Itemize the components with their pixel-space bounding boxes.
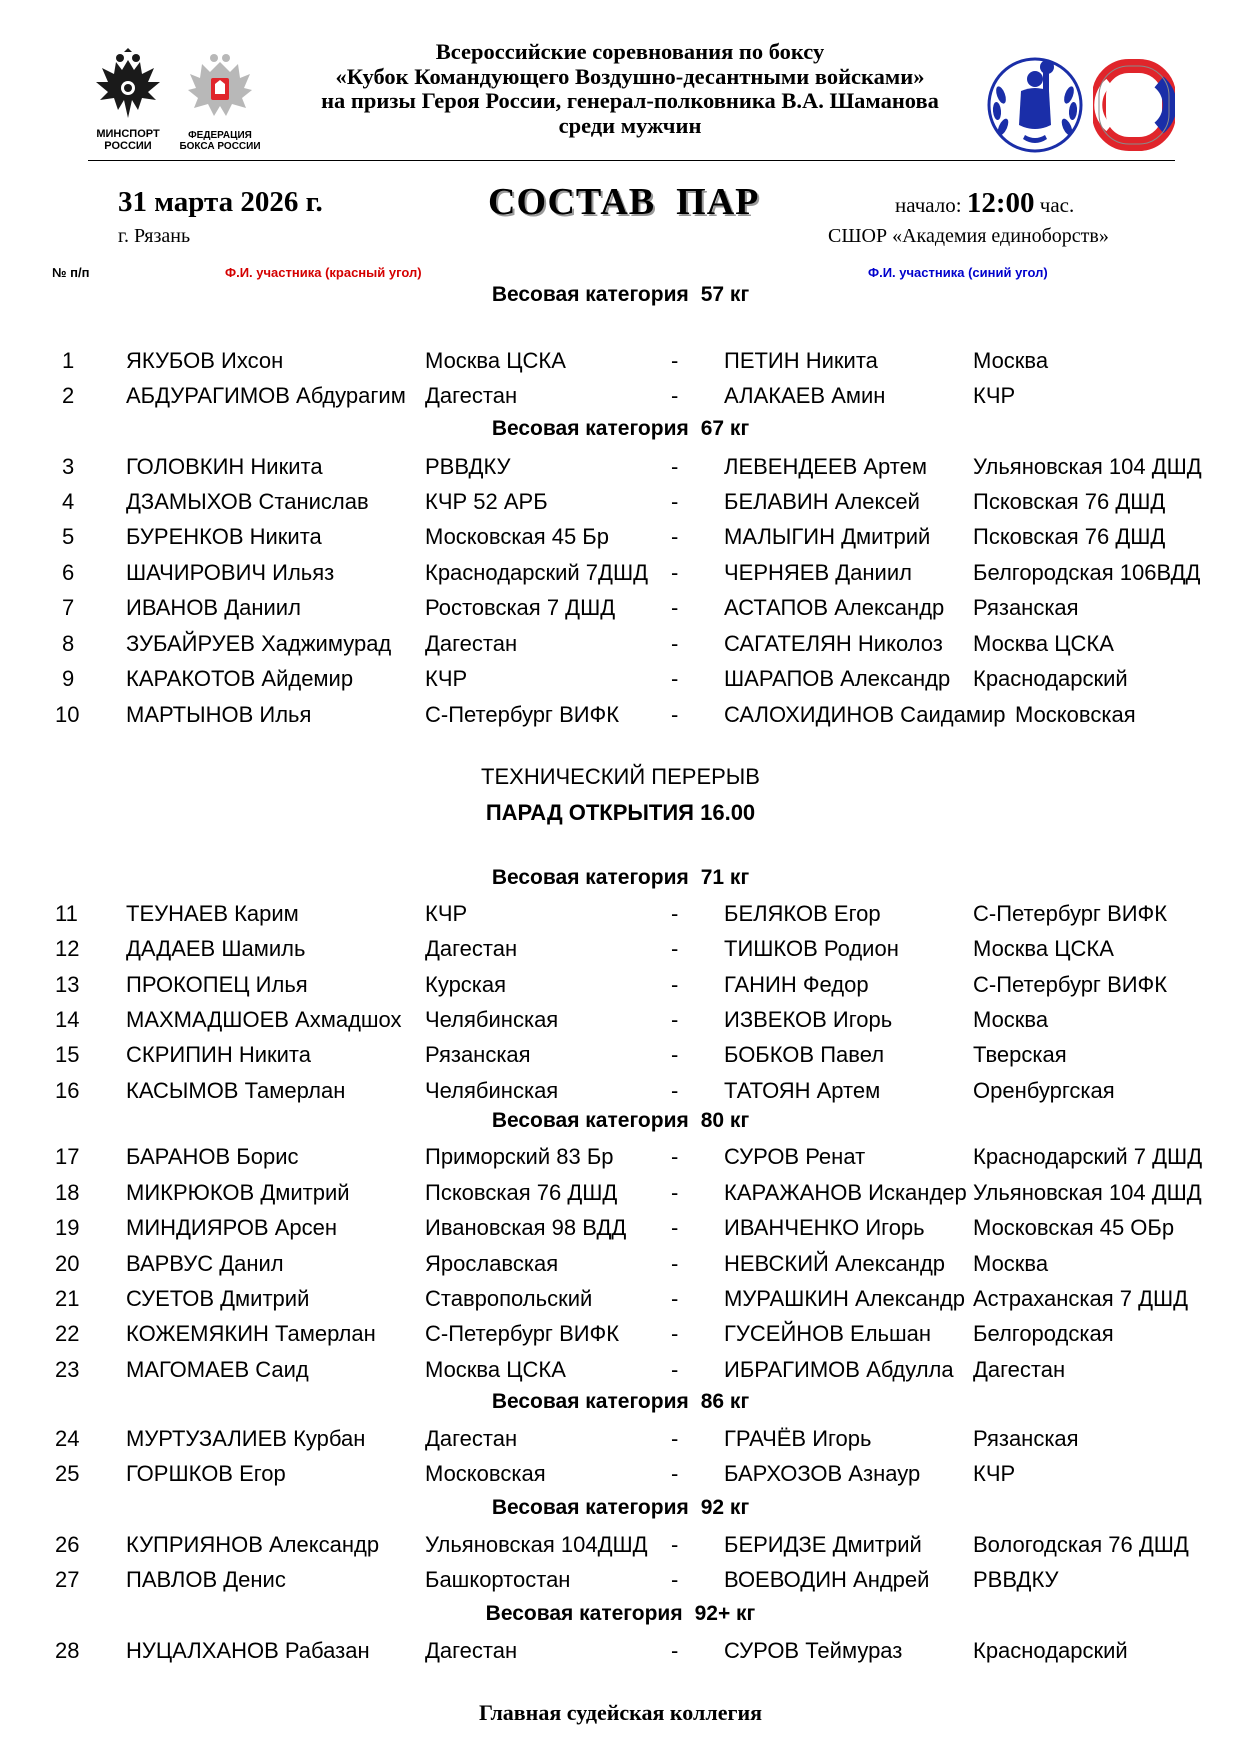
weight-category-label: Весовая категория [491, 283, 689, 306]
table-row [0, 1357, 1241, 1391]
red-corner-boxer: МАГОМАЕВ Саид [126, 1357, 309, 1382]
weight-category-value: 80 кг [700, 1109, 750, 1132]
red-corner-boxer: МАХМАДШОЕВ Ахмадшох [126, 1007, 402, 1032]
red-corner-team: С-Петербург ВИФК [425, 702, 620, 727]
weight-category-heading [0, 283, 1241, 307]
minsport-line-1: МИНСПОРТ [96, 128, 160, 140]
title-line-4: среди мужчин [558, 112, 702, 138]
red-corner-team: Башкортостан [425, 1567, 571, 1592]
versus-dash: - [671, 524, 679, 549]
versus-dash: - [671, 1357, 679, 1382]
blue-corner-boxer: ИБРАГИМОВ Абдулла [724, 1357, 954, 1382]
bout-number: 21 [55, 1286, 80, 1311]
weight-category-value: 57 кг [700, 283, 750, 306]
versus-dash: - [671, 1638, 679, 1663]
red-corner-boxer: ТЕУНАЕВ Карим [126, 901, 299, 926]
blue-corner-team: Ульяновская 104 ДШД [973, 454, 1202, 479]
red-corner-team: Московская 45 Бр [425, 524, 609, 549]
blue-corner-team: Псковская 76 ДШД [973, 489, 1166, 514]
versus-dash: - [671, 1461, 679, 1486]
versus-dash: - [671, 1321, 679, 1346]
blue-corner-team: Ульяновская 104 ДШД [973, 1180, 1202, 1205]
column-header-blue-corner: Ф.И. участника (синий угол) [868, 265, 1048, 280]
table-row [0, 972, 1241, 1006]
bout-number: 10 [55, 702, 80, 727]
blue-corner-team: Рязанская [973, 1426, 1079, 1451]
boxing-federation-logo [180, 48, 260, 158]
weight-category-value: 86 кг [700, 1390, 750, 1413]
table-row [0, 1638, 1241, 1672]
bout-number: 20 [55, 1251, 80, 1276]
bout-number: 11 [55, 901, 78, 926]
table-row [0, 1042, 1241, 1076]
blue-corner-team: КЧР [973, 1461, 1016, 1486]
versus-dash: - [671, 936, 679, 961]
blue-corner-team: КЧР [973, 383, 1016, 408]
table-row [0, 348, 1241, 382]
federation-crest-icon [180, 48, 260, 128]
table-row [0, 454, 1241, 488]
blue-corner-team: Белгородская [973, 1321, 1114, 1346]
red-corner-boxer: ЗУБАЙРУЕВ Хаджимурад [126, 631, 392, 656]
table-row [0, 702, 1241, 736]
table-row [0, 666, 1241, 700]
versus-dash: - [671, 1007, 679, 1032]
blue-corner-team: С-Петербург ВИФК [973, 901, 1168, 926]
versus-dash: - [671, 1286, 679, 1311]
red-corner-team: Рязанская [425, 1042, 531, 1067]
double-eagle-icon [88, 48, 168, 128]
red-corner-team: Москва ЦСКА [425, 1357, 566, 1382]
blue-corner-boxer: МУРАШКИН Александр [724, 1286, 966, 1311]
blue-corner-team: Рязанская [973, 595, 1079, 620]
blue-corner-team: Краснодарский [973, 666, 1128, 691]
table-row [0, 524, 1241, 558]
page-title: СОСТАВ ПАР [488, 181, 760, 223]
weight-category-label: Весовая категория [491, 1390, 689, 1413]
blue-corner-team: Москва ЦСКА [973, 936, 1114, 961]
red-corner-boxer: КУПРИЯНОВ Александр [126, 1532, 380, 1557]
blue-corner-boxer: ГРАЧЁВ Игорь [724, 1426, 872, 1451]
weight-category-value: 92+ кг [694, 1602, 756, 1625]
red-corner-team: Дагестан [425, 936, 518, 961]
table-row [0, 1461, 1241, 1495]
versus-dash: - [671, 560, 679, 585]
column-header-number: № п/п [52, 265, 90, 280]
blue-corner-team: Псковская 76 ДШД [973, 524, 1166, 549]
blue-corner-boxer: ГАНИН Федор [724, 972, 869, 997]
blue-corner-team: Москва [973, 348, 1049, 373]
blue-corner-boxer: БЕЛЯКОВ Егор [724, 901, 881, 926]
blue-corner-team: Белгородская 106ВДД [973, 560, 1201, 585]
versus-dash: - [671, 454, 679, 479]
federation-line-1: ФЕДЕРАЦИЯ [188, 130, 252, 141]
red-corner-team: Дагестан [425, 631, 518, 656]
blue-corner-boxer: БЕРИДЗЕ Дмитрий [724, 1532, 922, 1557]
bout-number: 22 [55, 1321, 80, 1346]
weight-category-heading [0, 1109, 1241, 1133]
weight-category-value: 67 кг [700, 417, 750, 440]
blue-corner-team: Вологодская 76 ДШД [973, 1532, 1189, 1557]
blue-corner-boxer: САГАТЕЛЯН Николоз [724, 631, 943, 656]
versus-dash: - [671, 1426, 679, 1451]
red-corner-team: Ивановская 98 ВДД [425, 1215, 627, 1240]
red-corner-boxer: ДАДАЕВ Шамиль [126, 936, 306, 961]
red-corner-boxer: МАРТЫНОВ Илья [126, 702, 312, 727]
blue-corner-boxer: БАРХОЗОВ Азнаур [724, 1461, 921, 1486]
start-label: начало: [895, 193, 962, 217]
red-corner-boxer: ПАВЛОВ Денис [126, 1567, 286, 1592]
bout-number: 16 [55, 1078, 80, 1103]
bout-number: 3 [62, 454, 75, 479]
table-row [0, 631, 1241, 665]
table-row [0, 1180, 1241, 1214]
header-divider [88, 160, 1175, 161]
bout-number: 5 [62, 524, 75, 549]
red-corner-team: Ярославская [425, 1251, 559, 1276]
blue-corner-boxer: ВОЕВОДИН Андрей [724, 1567, 930, 1592]
red-corner-boxer: БУРЕНКОВ Никита [126, 524, 322, 549]
blue-corner-boxer: БЕЛАВИН Алексей [724, 489, 920, 514]
blue-corner-team: Оренбургская [973, 1078, 1115, 1103]
weight-category-label: Весовая категория [485, 1602, 683, 1625]
table-row [0, 1078, 1241, 1112]
bout-number: 17 [55, 1144, 80, 1169]
footer-signature: Главная судейская коллегия [478, 1700, 763, 1725]
table-row [0, 595, 1241, 629]
weight-category-label: Весовая категория [491, 866, 689, 889]
event-date: 31 марта 2026 г. [118, 186, 323, 218]
versus-dash: - [671, 972, 679, 997]
blue-corner-boxer: БОБКОВ Павел [724, 1042, 885, 1067]
table-row [0, 1532, 1241, 1566]
tricolor-ring-icon [1093, 58, 1175, 153]
bout-number: 12 [55, 936, 80, 961]
table-row [0, 1426, 1241, 1460]
blue-corner-boxer: МАЛЫГИН Дмитрий [724, 524, 931, 549]
weight-category-heading [0, 1602, 1241, 1626]
versus-dash: - [671, 1042, 679, 1067]
bout-number: 9 [62, 666, 75, 691]
versus-dash: - [671, 901, 679, 926]
schedule-note: ТЕХНИЧЕСКИЙ ПЕРЕРЫВ [481, 764, 760, 789]
blue-corner-team: Москва [973, 1007, 1049, 1032]
blue-corner-boxer: САЛОХИДИНОВ Саидамир [724, 702, 1006, 727]
blue-corner-boxer: ГУСЕЙНОВ Ельшан [724, 1321, 932, 1346]
weight-category-label: Весовая категория [491, 1496, 689, 1519]
versus-dash: - [671, 489, 679, 514]
red-corner-boxer: ВАРВУС Данил [126, 1251, 284, 1276]
red-corner-boxer: НУЦАЛХАНОВ Рабазан [126, 1638, 370, 1663]
red-corner-boxer: ГОРШКОВ Егор [126, 1461, 286, 1486]
bout-number: 4 [62, 489, 75, 514]
bout-number: 23 [55, 1357, 80, 1382]
start-time [895, 187, 1074, 220]
blue-corner-boxer: ЧЕРНЯЕВ Даниил [724, 560, 912, 585]
red-corner-boxer: КАРАКОТОВ Айдемир [126, 666, 354, 691]
red-corner-boxer: МУРТУЗАЛИЕВ Курбан [126, 1426, 366, 1451]
versus-dash: - [671, 1251, 679, 1276]
red-corner-team: Челябинская [425, 1078, 559, 1103]
weight-category-label: Весовая категория [491, 1109, 689, 1132]
blue-corner-team: Тверская [973, 1042, 1067, 1067]
event-venue: СШОР «Академия единоборств» [828, 225, 1109, 247]
red-corner-boxer: МИНДИЯРОВ Арсен [126, 1215, 338, 1240]
blue-corner-team: РВВДКУ [973, 1567, 1059, 1592]
table-row [0, 1286, 1241, 1320]
bout-number: 1 [62, 348, 75, 373]
red-corner-team: Московская [425, 1461, 546, 1486]
boxer-wreath-icon [985, 55, 1085, 155]
blue-corner-boxer: КАРАЖАНОВ Искандер [724, 1180, 967, 1205]
red-corner-boxer: БАРАНОВ Борис [126, 1144, 299, 1169]
blue-corner-team: Москва [973, 1251, 1049, 1276]
versus-dash: - [671, 1532, 679, 1557]
bout-number: 13 [55, 972, 80, 997]
bout-number: 18 [55, 1180, 80, 1205]
table-row [0, 560, 1241, 594]
blue-corner-boxer: НЕВСКИЙ Александр [724, 1251, 946, 1276]
bout-number: 25 [55, 1461, 80, 1486]
blue-corner-team: С-Петербург ВИФК [973, 972, 1168, 997]
versus-dash: - [671, 631, 679, 656]
blue-corner-boxer: ТИШКОВ Родион [724, 936, 899, 961]
red-corner-team: Дагестан [425, 1426, 518, 1451]
blue-corner-boxer: ШАРАПОВ Александр [724, 666, 951, 691]
event-city: г. Рязань [118, 225, 191, 247]
blue-corner-boxer: АСТАПОВ Александр [724, 595, 945, 620]
table-row [0, 901, 1241, 935]
red-corner-boxer: ЯКУБОВ Ихсон [126, 348, 284, 373]
title-line-2: «Кубок Командующего Воздушно-десантными войсками» [335, 63, 925, 89]
blue-corner-team: Московская [1015, 702, 1136, 727]
weight-category-heading [0, 1496, 1241, 1520]
red-corner-team: Ставропольский [425, 1286, 593, 1311]
red-corner-team: Ульяновская 104ДШД [425, 1532, 648, 1557]
start-time-value: 12:00 [966, 187, 1035, 219]
versus-dash: - [671, 1567, 679, 1592]
red-corner-boxer: ИВАНОВ Даниил [126, 595, 301, 620]
blue-corner-boxer: ПЕТИН Никита [724, 348, 878, 373]
bout-number: 26 [55, 1532, 80, 1557]
red-corner-boxer: МИКРЮКОВ Дмитрий [126, 1180, 350, 1205]
bout-number: 27 [55, 1567, 80, 1592]
red-corner-team: Приморский 83 Бр [425, 1144, 614, 1169]
bout-number: 24 [55, 1426, 80, 1451]
weight-category-heading [0, 417, 1241, 441]
column-header-red-corner: Ф.И. участника (красный угол) [225, 265, 422, 280]
bout-number: 19 [55, 1215, 80, 1240]
versus-dash: - [671, 1215, 679, 1240]
blue-corner-team: Москва ЦСКА [973, 631, 1114, 656]
red-corner-team: Москва ЦСКА [425, 348, 566, 373]
red-corner-team: Челябинская [425, 1007, 559, 1032]
red-corner-boxer: КОЖЕМЯКИН Тамерлан [126, 1321, 376, 1346]
red-corner-boxer: АБДУРАГИМОВ Абдурагим [126, 383, 406, 408]
versus-dash: - [671, 1180, 679, 1205]
weight-category-value: 71 кг [700, 866, 750, 889]
bout-number: 28 [55, 1638, 80, 1663]
event-title [280, 40, 980, 138]
red-corner-boxer: КАСЫМОВ Тамерлан [126, 1078, 346, 1103]
red-corner-boxer: ДЗАМЫХОВ Станислав [126, 489, 369, 514]
table-row [0, 383, 1241, 417]
minsport-logo [88, 48, 168, 158]
red-corner-boxer: ПРОКОПЕЦ Илья [126, 972, 308, 997]
red-corner-boxer: СУЕТОВ Дмитрий [126, 1286, 310, 1311]
weight-category-heading [0, 866, 1241, 890]
schedule-note: ПАРАД ОТКРЫТИЯ 16.00 [485, 800, 756, 825]
red-corner-boxer: ГОЛОВКИН Никита [126, 454, 323, 479]
red-corner-team: Краснодарский 7ДШД [425, 560, 649, 585]
weight-category-heading [0, 1390, 1241, 1414]
table-row [0, 1215, 1241, 1249]
bout-number: 7 [62, 595, 75, 620]
table-row [0, 1251, 1241, 1285]
blue-corner-team: Астраханская 7 ДШД [973, 1286, 1189, 1311]
table-row [0, 1007, 1241, 1041]
blue-corner-boxer: СУРОВ Ренат [724, 1144, 866, 1169]
title-line-3: на призы Героя России, генерал-полковника В.А. Шаманова [321, 88, 939, 113]
red-corner-team: Дагестан [425, 383, 518, 408]
versus-dash: - [671, 595, 679, 620]
blue-corner-team: Краснодарский 7 ДШД [973, 1144, 1203, 1169]
red-corner-team: С-Петербург ВИФК [425, 1321, 620, 1346]
blue-corner-boxer: ЛЕВЕНДЕЕВ Артем [724, 454, 927, 479]
table-row [0, 1144, 1241, 1178]
blue-corner-boxer: ИВАНЧЕНКО Игорь [724, 1215, 925, 1240]
red-corner-team: Ростовская 7 ДШД [425, 595, 616, 620]
red-corner-team: Курская [425, 972, 507, 997]
bout-number: 15 [55, 1042, 80, 1067]
weight-category-value: 92 кг [700, 1496, 750, 1519]
versus-dash: - [671, 348, 679, 373]
versus-dash: - [671, 1078, 679, 1103]
versus-dash: - [671, 383, 679, 408]
blue-corner-boxer: ТАТОЯН Артем [724, 1078, 881, 1103]
blue-corner-team: Московская 45 ОБр [973, 1215, 1175, 1240]
versus-dash: - [671, 1144, 679, 1169]
table-row [0, 1321, 1241, 1355]
table-row [0, 936, 1241, 970]
red-corner-team: Дагестан [425, 1638, 518, 1663]
blue-corner-boxer: СУРОВ Теймураз [724, 1638, 903, 1663]
blue-corner-team: Дагестан [973, 1357, 1066, 1382]
blue-corner-boxer: ИЗВЕКОВ Игорь [724, 1007, 893, 1032]
red-corner-team: КЧР [425, 901, 468, 926]
red-corner-team: КЧР 52 АРБ [425, 489, 548, 514]
bout-number: 2 [62, 383, 75, 408]
bout-number: 14 [55, 1007, 80, 1032]
table-row [0, 489, 1241, 523]
federation-line-2: БОКСА РОССИИ [179, 141, 261, 152]
red-corner-team: РВВДКУ [425, 454, 511, 479]
title-line-1: Всероссийские соревнования по боксу [435, 39, 825, 64]
bout-number: 6 [62, 560, 75, 585]
red-corner-boxer: ШАЧИРОВИЧ Ильяз [126, 560, 335, 585]
minsport-line-2: РОССИИ [104, 140, 152, 152]
red-corner-team: КЧР [425, 666, 468, 691]
vdv-boxing-emblem [985, 55, 1085, 155]
blue-corner-team: Краснодарский [973, 1638, 1128, 1663]
weight-category-label: Весовая категория [491, 417, 689, 440]
bout-number: 8 [62, 631, 75, 656]
versus-dash: - [671, 666, 679, 691]
red-corner-boxer: СКРИПИН Никита [126, 1042, 311, 1067]
versus-dash: - [671, 702, 679, 727]
ring-emblem [1093, 58, 1175, 153]
red-corner-team: Псковская 76 ДШД [425, 1180, 618, 1205]
blue-corner-boxer: АЛАКАЕВ Амин [724, 383, 886, 408]
table-row [0, 1567, 1241, 1601]
start-suffix: час. [1039, 193, 1075, 217]
